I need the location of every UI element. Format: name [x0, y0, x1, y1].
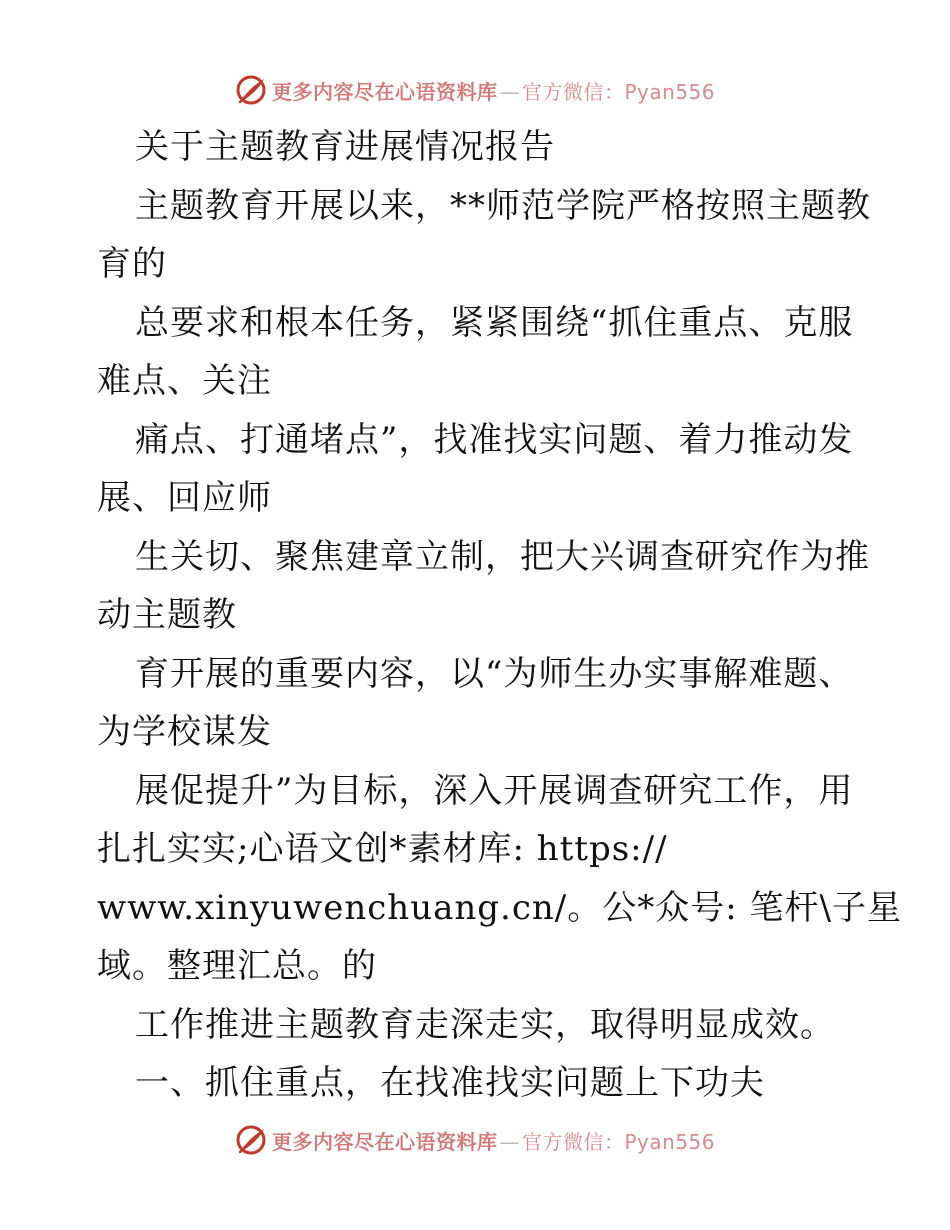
banner-contact: 官方微信：Pyan556 [522, 1129, 716, 1154]
paragraph-line: www.xinyuwenchuang.cn/。公*众号: 笔杆\子星 [97, 887, 902, 928]
quill-logo-icon [234, 73, 268, 107]
section-heading: 一、抓住重点，在找准找实问题上下功夫 [135, 1063, 765, 1103]
paragraph-line: 展、回应师 [97, 478, 272, 518]
banner-brand: 更多内容尽在心语资料库 [272, 79, 498, 104]
paragraph-line: 总要求和根本任务，紧紧围绕“抓住重点、克服 [135, 302, 854, 343]
document-title: 关于主题教育进展情况报告 [135, 127, 555, 167]
paragraph-line: 工作推进主题教育走深走实，取得明显成效。 [135, 1004, 835, 1045]
paragraph-line: 育开展的重要内容，以“为师生办实事解难题、 [135, 653, 854, 694]
paragraph-line: 生关切、聚焦建章立制，把大兴调查研究作为推 [135, 536, 870, 577]
paragraph-line: 痛点、打通堵点”，找准找实问题、着力推动发 [135, 419, 854, 460]
banner-separator: — [499, 79, 520, 104]
paragraph-line: 扎扎实实;心语文创*素材库: https:// [97, 829, 668, 869]
banner-brand: 更多内容尽在心语资料库 [272, 1129, 498, 1154]
banner-text [272, 1126, 715, 1155]
paragraph-line: 育的 [97, 244, 167, 284]
header-banner [234, 72, 715, 108]
banner-separator: — [499, 1129, 520, 1154]
paragraph-line: 动主题教 [97, 595, 237, 635]
paragraph-line: 展促提升”为目标，深入开展调查研究工作，用 [135, 770, 854, 811]
banner-contact: 官方微信：Pyan556 [522, 79, 716, 104]
paragraph-line: 为学校谋发 [97, 712, 272, 752]
quill-logo-icon [234, 1123, 268, 1157]
banner-text [272, 76, 715, 105]
paragraph-line: 难点、关注 [97, 361, 272, 401]
document-body [97, 118, 902, 1113]
paragraph-line: 域。整理汇总。的 [97, 946, 377, 986]
footer-banner [234, 1122, 715, 1158]
paragraph-line: 主题教育开展以来，**师范学院严格按照主题教 [135, 185, 871, 226]
